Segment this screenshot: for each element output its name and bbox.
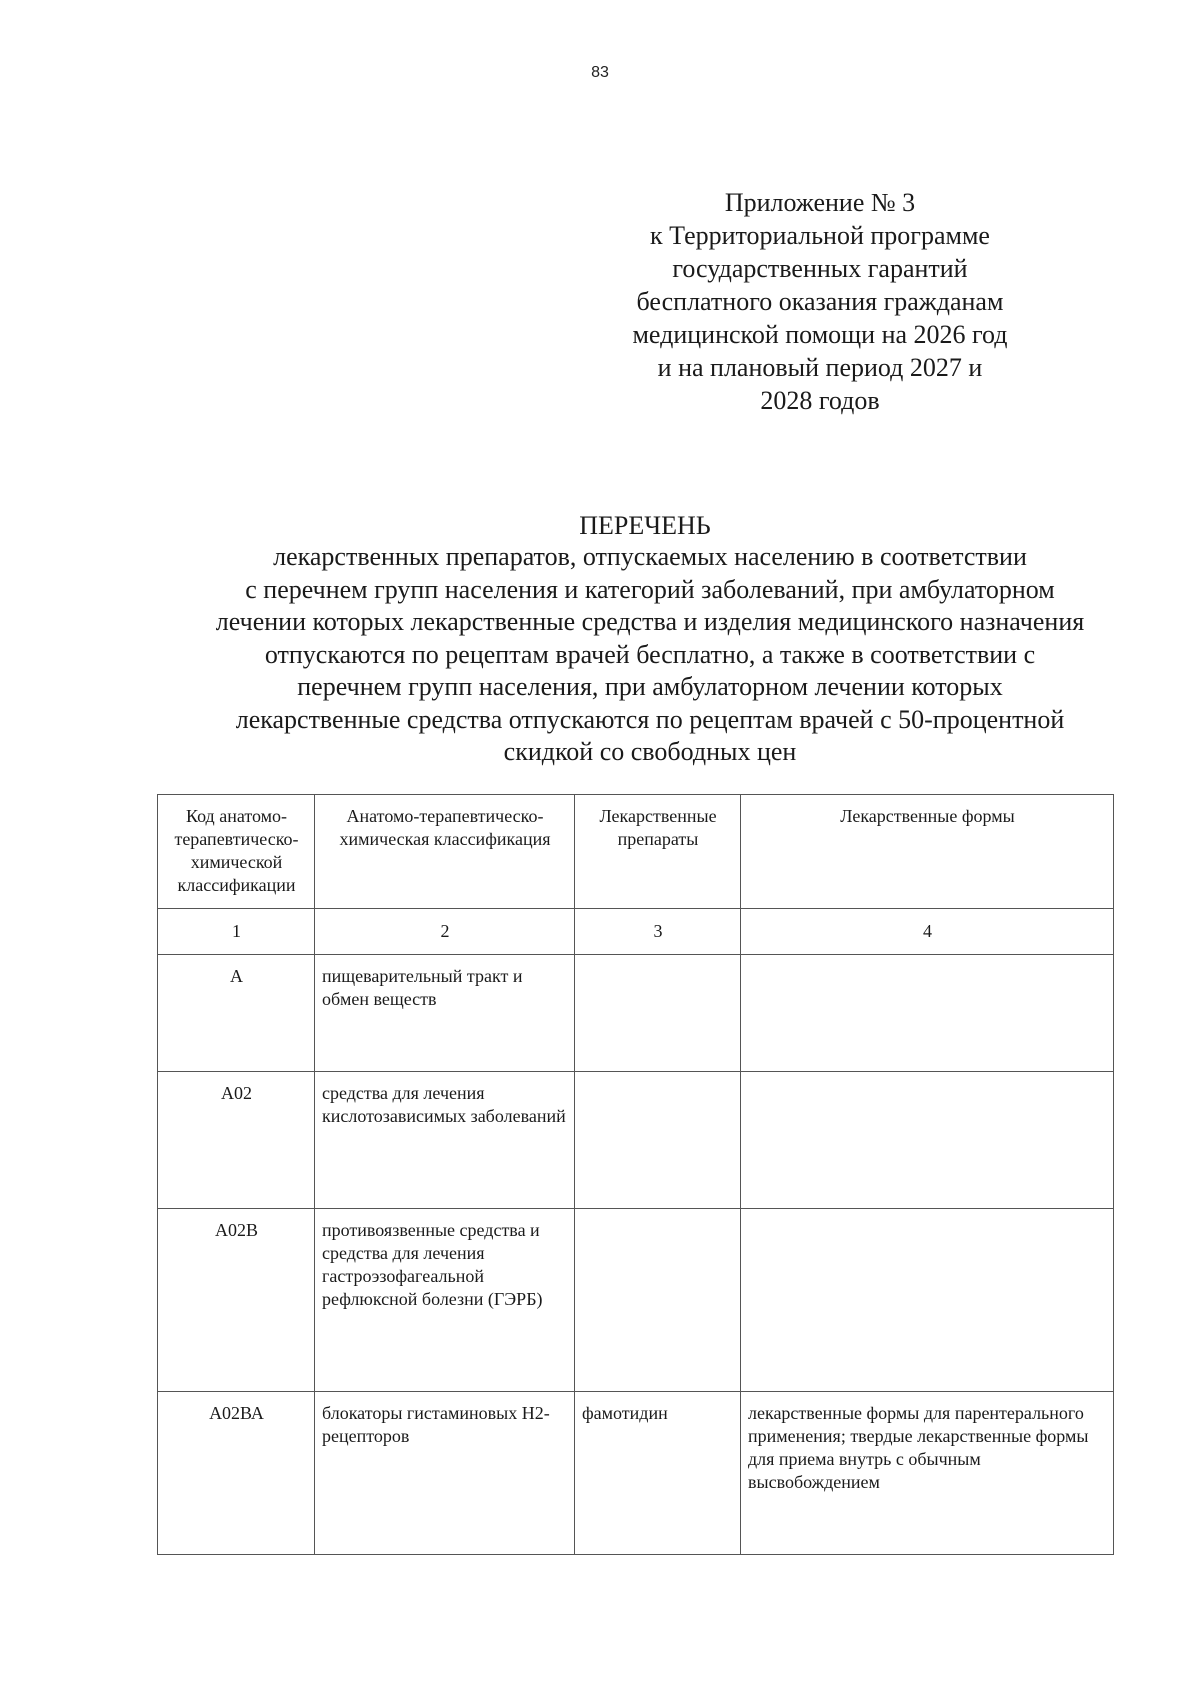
subtitle-line: перечнем групп населения, при амбулаторном лечении которых xyxy=(297,672,1003,701)
table-row xyxy=(158,955,1114,1072)
atc-code-cell: А02ВА xyxy=(158,1392,315,1555)
forms-cell xyxy=(741,955,1114,1072)
header-dosage-forms: Лекарственные формы xyxy=(741,795,1114,909)
appendix-line: медицинской помощи на 2026 год xyxy=(632,320,1008,349)
table-row xyxy=(158,1209,1114,1392)
subtitle-line: скидкой со свободных цен xyxy=(503,737,797,766)
column-number-row xyxy=(158,909,1114,955)
subtitle-line: лечении которых лекарственные средства и изделия медицинского назначения xyxy=(215,607,1085,636)
appendix-line: и на плановый период 2027 и xyxy=(657,353,983,382)
appendix-line: бесплатного оказания гражданам xyxy=(636,287,1004,316)
classification-cell: блокаторы гистаминовых Н2-рецепторов xyxy=(315,1392,575,1555)
column-number: 3 xyxy=(575,909,741,955)
appendix-header xyxy=(580,186,1060,417)
appendix-line: 2028 годов xyxy=(760,386,880,415)
header-drugs: Лекарственные препараты xyxy=(575,795,741,909)
subtitle-line: отпускаются по рецептам врачей бесплатно, а также в соответствии с xyxy=(264,639,1036,669)
forms-cell xyxy=(741,1209,1114,1392)
drug-cell: фамотидин xyxy=(575,1392,741,1555)
classification-cell: средства для лечения кислотозависимых заболеваний xyxy=(315,1072,575,1209)
classification-cell: противоязвенные средства и средства для лечения гастроэзофагеальной рефлюксной болезни (ГЭРБ) xyxy=(315,1209,575,1392)
table-header-row xyxy=(158,795,1114,909)
subtitle-line: с перечнем групп населения и категорий заболеваний, при амбулаторном xyxy=(245,574,1055,604)
column-number: 2 xyxy=(315,909,575,955)
appendix-line: государственных гарантий xyxy=(672,254,968,283)
appendix-line: Приложение № 3 xyxy=(724,188,916,217)
atc-code-cell: А02 xyxy=(158,1072,315,1209)
atc-code-cell: А xyxy=(158,955,315,1072)
column-number: 4 xyxy=(741,909,1114,955)
list-subtitle xyxy=(145,541,1155,769)
classification-cell: пищеварительный тракт и обмен веществ xyxy=(315,955,575,1072)
column-number: 1 xyxy=(158,909,315,955)
table-row xyxy=(158,1392,1114,1555)
forms-cell xyxy=(741,1072,1114,1209)
subtitle-line: лекарственные средства отпускаются по рецептам врачей с 50-процентной xyxy=(235,704,1065,734)
drug-cell xyxy=(575,1072,741,1209)
forms-cell: лекарственные формы для парентерального применения; твердые лекарственные формы для приема внутрь с обычным высвобождением xyxy=(741,1392,1114,1555)
drug-cell xyxy=(575,955,741,1072)
drug-table xyxy=(157,794,1114,1555)
appendix-line: к Территориальной программе xyxy=(650,221,990,250)
header-atc-code: Код анатомо-терапевтическо-химической классификации xyxy=(158,795,315,909)
header-atc-classification: Анатомо-терапевтическо-химическая классификация xyxy=(315,795,575,909)
table-row xyxy=(158,1072,1114,1209)
subtitle-line: лекарственных препаратов, отпускаемых населению в соответствии xyxy=(273,542,1027,571)
drug-cell xyxy=(575,1209,741,1392)
atc-code-cell: А02В xyxy=(158,1209,315,1392)
list-title: ПЕРЕЧЕНЬ xyxy=(579,511,711,540)
page-number: 83 xyxy=(591,64,609,81)
